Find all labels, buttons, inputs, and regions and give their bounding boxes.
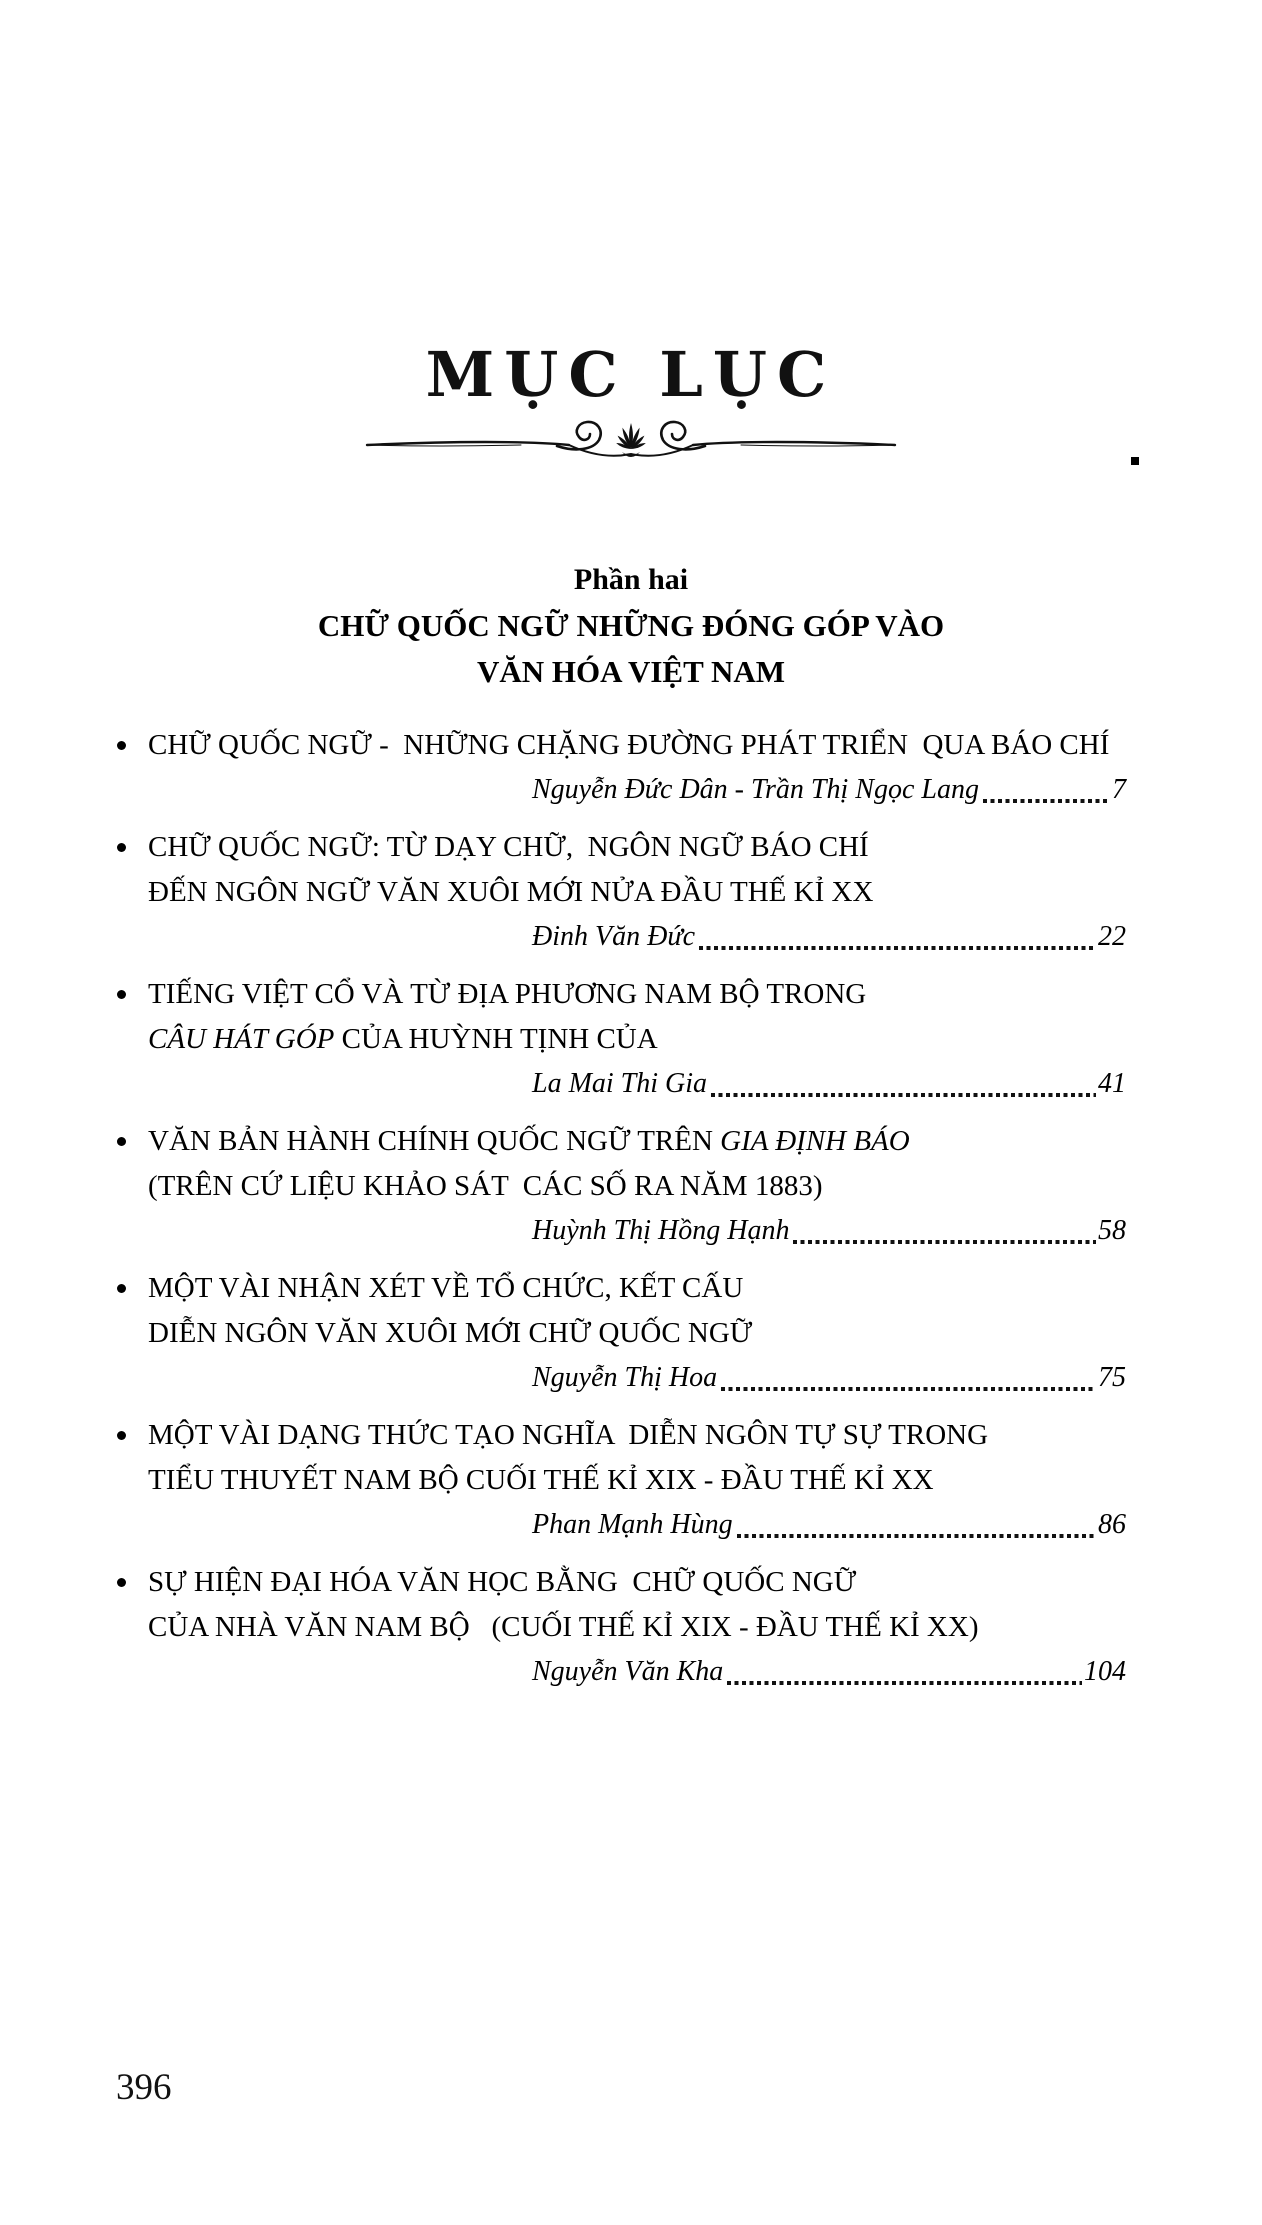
toc-entry xyxy=(148,1413,1126,1547)
section-heading-line-2: VĂN HÓA VIỆT NAM xyxy=(476,654,786,689)
entry-title-line xyxy=(148,723,1126,768)
entry-title-segment-italic: CÂU HÁT GÓP xyxy=(148,1023,335,1055)
entry-page-number: 75 xyxy=(1098,1362,1126,1393)
page-title: MỤC LỤC xyxy=(425,338,837,411)
toc-entries xyxy=(0,723,1262,1694)
entry-title-line xyxy=(148,870,1126,915)
entry-title-block xyxy=(148,1560,1126,1650)
entry-page-number: 22 xyxy=(1098,921,1126,952)
section-heading-line-1: CHỮ QUỐC NGỮ NHỮNG ĐÓNG GÓP VÀO xyxy=(317,608,945,643)
entry-title-line xyxy=(148,1605,1126,1650)
entry-title-segment: VĂN BẢN HÀNH CHÍNH QUỐC NGỮ TRÊN xyxy=(148,1125,721,1157)
bullet-icon xyxy=(117,1137,126,1146)
entry-title-line xyxy=(148,1017,1126,1062)
flourish-divider xyxy=(0,416,1262,473)
entry-page-number: 86 xyxy=(1098,1509,1126,1540)
bullet-icon xyxy=(117,990,126,999)
flourish-divider-icon xyxy=(361,416,901,468)
entry-title-segment: DIỄN NGÔN VĂN XUÔI MỚI CHỮ QUỐC NGỮ xyxy=(148,1317,753,1349)
entry-title-line xyxy=(148,1164,1126,1209)
entry-title-segment-italic: GIA ĐỊNH BÁO xyxy=(720,1125,910,1157)
entry-title-block xyxy=(148,723,1126,768)
dot-leader xyxy=(983,799,1110,803)
entry-author: Huỳnh Thị Hồng Hạnh xyxy=(532,1215,790,1246)
section-part-label: Phần hai xyxy=(573,563,689,596)
book-page-number: 396 xyxy=(116,2067,172,2108)
entry-author: Nguyễn Văn Kha xyxy=(532,1656,724,1687)
bullet-icon xyxy=(117,1431,126,1440)
entry-title-line xyxy=(148,1560,1126,1605)
dot-leader xyxy=(721,1387,1096,1391)
toc-entry xyxy=(148,825,1126,959)
entry-title-segment: CỦA NHÀ VĂN NAM BỘ (CUỐI THẾ KỈ XIX - ĐẦU THẾ KỈ XX) xyxy=(148,1611,979,1643)
bullet-icon xyxy=(117,741,126,750)
entry-author: La Mai Thi Gia xyxy=(532,1068,708,1099)
entry-page-number: 7 xyxy=(1112,774,1126,805)
entry-author: Đinh Văn Đức xyxy=(532,921,696,952)
bullet-icon xyxy=(117,843,126,852)
entry-title-line xyxy=(148,972,1126,1017)
toc-entry xyxy=(148,972,1126,1106)
entry-title-block xyxy=(148,1266,1126,1356)
entry-author: Nguyễn Thị Hoa xyxy=(532,1362,718,1393)
entry-title-line xyxy=(148,1413,1126,1458)
entry-author-row xyxy=(148,1209,1126,1253)
bullet-icon xyxy=(117,1578,126,1587)
entry-title-segment: (TRÊN CỨ LIỆU KHẢO SÁT CÁC SỐ RA NĂM 1883) xyxy=(148,1170,823,1202)
entry-author-row xyxy=(148,1356,1126,1400)
entry-author: Phan Mạnh Hùng xyxy=(532,1509,733,1540)
entry-title-segment: SỰ HIỆN ĐẠI HÓA VĂN HỌC BẰNG CHỮ QUỐC NGỮ xyxy=(148,1566,857,1598)
dot-leader xyxy=(793,1240,1096,1244)
entry-author-row xyxy=(148,1503,1126,1547)
entry-author-row xyxy=(148,1650,1126,1694)
section-heading xyxy=(0,557,1262,695)
dot-leader xyxy=(737,1534,1096,1538)
entry-title-segment: CHỮ QUỐC NGỮ - NHỮNG CHẶNG ĐƯỜNG PHÁT TRIỂN QUA BÁO CHÍ xyxy=(148,729,1110,761)
entry-title-segment: MỘT VÀI DẠNG THỨC TẠO NGHĨA DIỄN NGÔN TỰ SỰ TRONG xyxy=(148,1419,989,1451)
entry-page-number: 58 xyxy=(1098,1215,1126,1246)
entry-title-line xyxy=(148,825,1126,870)
toc-entry xyxy=(148,723,1126,812)
entry-title-segment: CỦA HUỲNH TỊNH CỦA xyxy=(334,1023,658,1055)
entry-title-segment: TIẾNG VIỆT CỔ VÀ TỪ ĐỊA PHƯƠNG NAM BỘ TRONG xyxy=(148,978,867,1010)
entry-title-segment: MỘT VÀI NHẬN XÉT VỀ TỔ CHỨC, KẾT CẤU xyxy=(148,1272,744,1304)
entry-title-block xyxy=(148,1413,1126,1503)
entry-title-segment: CHỮ QUỐC NGỮ: TỪ DẠY CHỮ, NGÔN NGỮ BÁO CHÍ xyxy=(148,831,869,863)
entry-author: Nguyễn Đức Dân - Trần Thị Ngọc Lang xyxy=(532,774,979,805)
entry-title-line xyxy=(148,1266,1126,1311)
scan-speck xyxy=(1131,457,1139,465)
toc-entry xyxy=(148,1266,1126,1400)
toc-entry xyxy=(148,1560,1126,1694)
entry-title-line xyxy=(148,1119,1126,1164)
dot-leader xyxy=(699,946,1096,950)
dot-leader xyxy=(711,1093,1096,1097)
entry-title-line xyxy=(148,1311,1126,1356)
dot-leader xyxy=(727,1681,1082,1685)
bullet-icon xyxy=(117,1284,126,1293)
entry-title-line xyxy=(148,1458,1126,1503)
entry-author-row xyxy=(148,1062,1126,1106)
entry-title-block xyxy=(148,1119,1126,1209)
entry-title-segment: TIỂU THUYẾT NAM BỘ CUỐI THẾ KỈ XIX - ĐẦU THẾ KỈ XX xyxy=(148,1464,934,1496)
entry-page-number: 41 xyxy=(1098,1068,1126,1099)
entry-title-block xyxy=(148,972,1126,1062)
entry-page-number: 104 xyxy=(1084,1656,1126,1687)
entry-author-row xyxy=(148,915,1126,959)
toc-entry xyxy=(148,1119,1126,1253)
entry-title-block xyxy=(148,825,1126,915)
entry-title-segment: ĐẾN NGÔN NGỮ VĂN XUÔI MỚI NỬA ĐẦU THẾ KỈ XX xyxy=(148,876,874,908)
entry-author-row xyxy=(148,768,1126,812)
